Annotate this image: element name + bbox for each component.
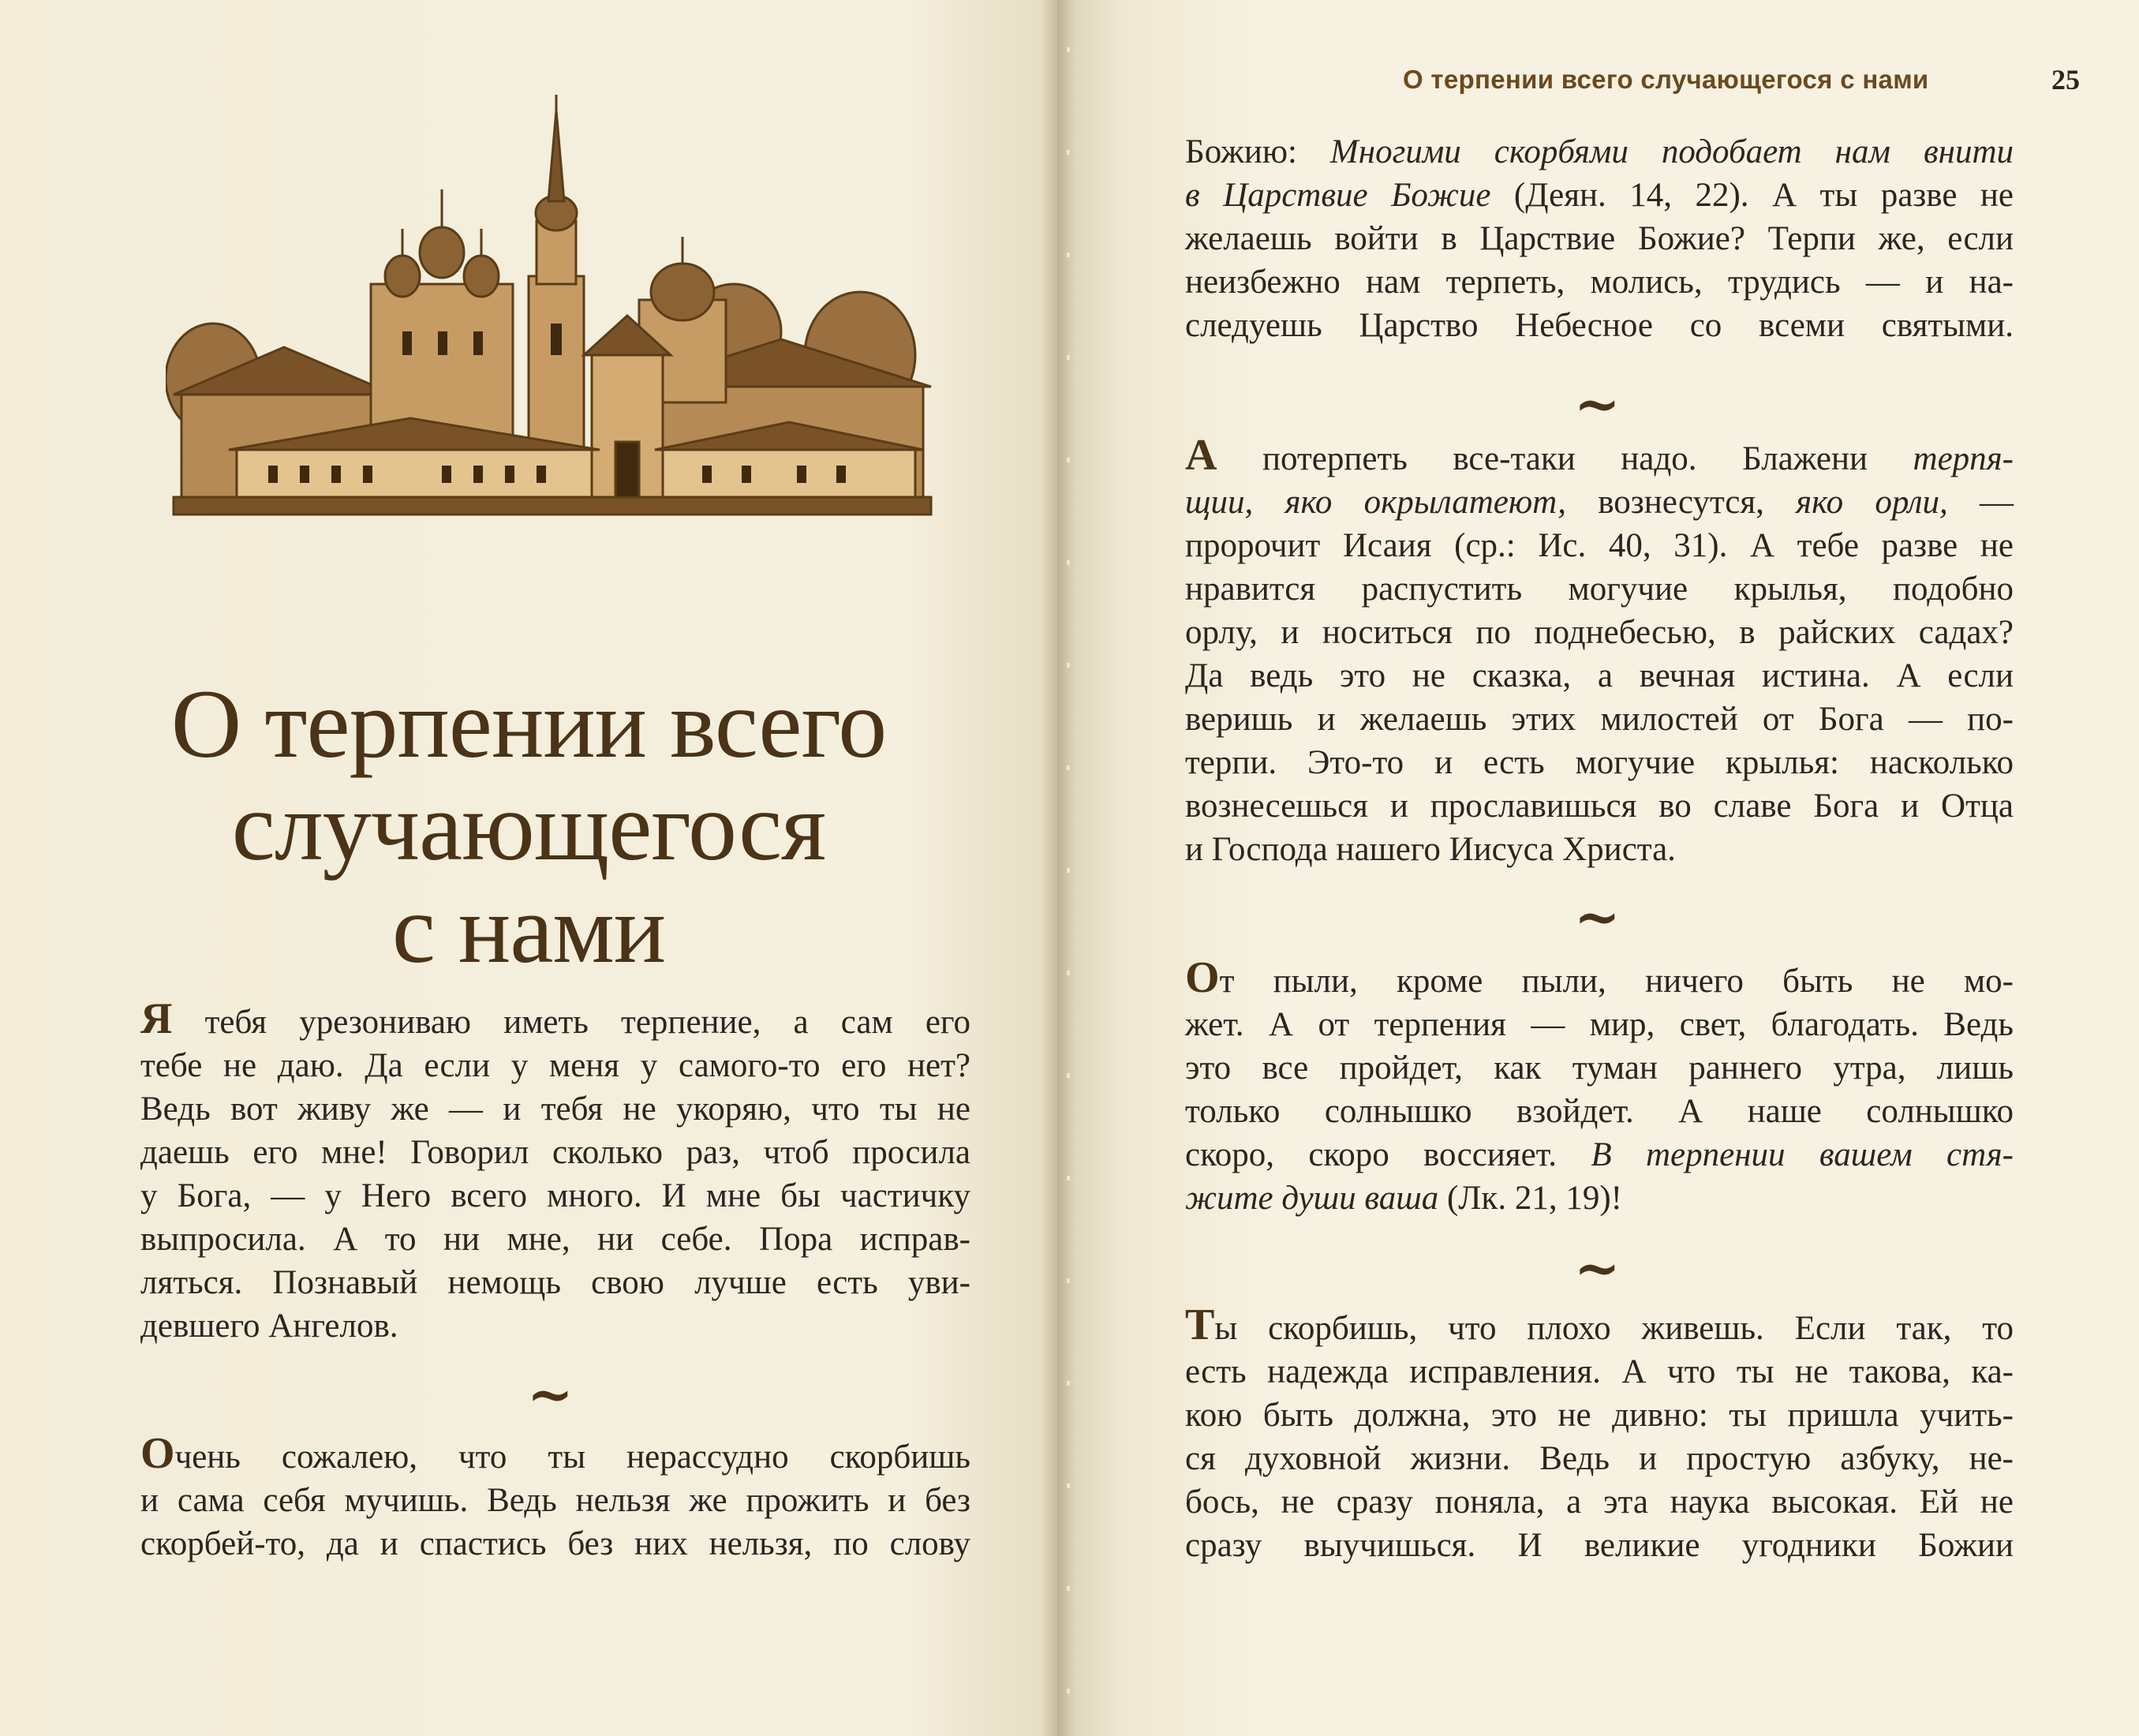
- dropcap: Т: [1185, 1300, 1215, 1349]
- dropcap: О: [1185, 953, 1220, 1002]
- text-line: желаешь войти в Царствие Божие? Терпи же, если: [1185, 220, 2014, 257]
- text-line: нравится распустить могучие крылья, подобно: [1185, 571, 2014, 608]
- ornament-tilde: ~: [527, 1361, 574, 1427]
- text-run: скоро, скоро воссияет.: [1185, 1136, 1591, 1173]
- dropcap: О: [140, 1429, 175, 1478]
- text-line: это все пройдет, как туман раннего утра, лишь: [1185, 1049, 2014, 1087]
- right-paragraph-4: [1185, 1300, 2014, 1567]
- text-run: вознесутся,: [1566, 484, 1797, 521]
- text-line: сразу выучишься. И великие угодники Божии: [1185, 1527, 2014, 1564]
- right-paragraph-2: [1185, 431, 2014, 871]
- dropcap: Я: [140, 994, 173, 1043]
- text-line: девшего Ангелов.: [140, 1308, 398, 1345]
- italic-run: жите души ваша: [1185, 1180, 1439, 1217]
- left-page: [0, 0, 1057, 1736]
- italic-run: яко орли,: [1796, 484, 1948, 521]
- text-line: ся духовной жизни. Ведь и простую азбуку, не-: [1185, 1440, 2014, 1477]
- text-line: тебе не даю. Да если у меня у самого-то его нет?: [140, 1047, 970, 1084]
- text-line: орлу, и носиться по поднебесью, в райских садах?: [1185, 614, 2014, 651]
- text-run: потерпеть все-таки надо. Блажени: [1217, 440, 1913, 477]
- text-line: вознесешься и прославишься во славе Бога и Отца: [1185, 788, 2014, 825]
- monastery-illustration: [166, 95, 939, 537]
- running-head: О терпении всего случающегося с нами: [1403, 65, 1929, 94]
- text-line: даешь его мне! Говорил сколько раз, чтоб просила: [140, 1134, 970, 1171]
- text-line: пророчит Исаия (ср.: Ис. 40, 31). А тебе разве не: [1185, 527, 2014, 564]
- chapter-title-line-2: случающегося: [231, 773, 826, 881]
- italic-run: в Царствие Божие: [1185, 177, 1491, 214]
- text-line: Да ведь это не сказка, а вечная истина. А если: [1185, 657, 2014, 694]
- text-line: только солнышко взойдет. А наше солнышко: [1185, 1093, 2014, 1130]
- text-run: т пыли, кроме пыли, ничего быть не мо-: [1219, 963, 2014, 1000]
- text-line: есть надежда исправления. А что ты не такова, ка-: [1185, 1353, 2014, 1390]
- text-line: и сама себя мучишь. Ведь нельзя же прожить и без: [140, 1482, 970, 1519]
- dropcap: А: [1185, 431, 1217, 480]
- italic-run: щии, яко окрылатеют,: [1185, 484, 1567, 521]
- text-run: —: [1947, 484, 2014, 521]
- page-number: 25: [2051, 64, 2080, 95]
- text-line: выпросила. А то ни мне, ни себе. Пора исправ-: [140, 1221, 970, 1258]
- italic-run: терпя-: [1913, 440, 2014, 477]
- ornament-tilde: ~: [1574, 1235, 1621, 1300]
- text-run: ы скорбишь, что плохо живешь. Если так, то: [1214, 1310, 2014, 1347]
- right-paragraph-3: [1185, 953, 2014, 1220]
- text-line: веришь и желаешь этих милостей от Бога — по-: [1185, 701, 2014, 738]
- text-run: Божию:: [1185, 133, 1330, 170]
- text-line: неизбежно нам терпеть, молись, трудись — и на-: [1185, 264, 2014, 301]
- text-line: следуешь Царство Небесное со всеми святыми.: [1185, 307, 2014, 344]
- left-paragraph-2: [140, 1429, 970, 1566]
- text-line: и Господа нашего Иисуса Христа.: [1185, 831, 1676, 868]
- text-line: терпи. Это-то и есть могучие крылья: насколько: [1185, 744, 2014, 781]
- chapter-title: [79, 670, 978, 984]
- ornament-tilde: ~: [1574, 371, 1621, 436]
- chapter-title-line-1: О терпении всего: [170, 670, 887, 779]
- text-line: жет. А от терпения — мир, свет, благодать. Ведь: [1185, 1006, 2014, 1043]
- italic-run: В терпении вашем стя-: [1591, 1136, 2014, 1173]
- chapter-title-line-3: с нами: [391, 875, 666, 984]
- text-run: (Лк. 21, 19)!: [1438, 1180, 1622, 1217]
- ornament-tilde: ~: [1574, 884, 1621, 949]
- text-line: Ведь вот живу же — и тебя не укоряю, что ты не: [140, 1091, 970, 1128]
- right-paragraph-1: [1185, 130, 2014, 347]
- text-line: ляться. Познавый немощь свою лучше есть уви-: [140, 1264, 970, 1301]
- text-line: скорбей-то, да и спастись без них нельзя, по слову: [140, 1525, 970, 1562]
- left-paragraph-1: [140, 994, 970, 1348]
- italic-run: Многими скорбями подобает нам внити: [1329, 133, 2014, 170]
- text-line: кою быть должна, это не дивно: ты пришла учить-: [1185, 1397, 2014, 1434]
- text-line: чень сожалею, что ты нерассудно скорбишь: [174, 1439, 970, 1476]
- text-line: у Бога, — у Него всего много. И мне бы частичку: [140, 1177, 970, 1214]
- text-line: тебя урезониваю иметь терпение, а сам его: [172, 1004, 970, 1041]
- binding-stitch: [1067, 0, 1070, 1736]
- text-line: бось, не сразу поняла, а эта наука высокая. Ей не: [1185, 1483, 2014, 1521]
- text-run: (Деян. 14, 22). А ты разве не: [1490, 177, 2014, 214]
